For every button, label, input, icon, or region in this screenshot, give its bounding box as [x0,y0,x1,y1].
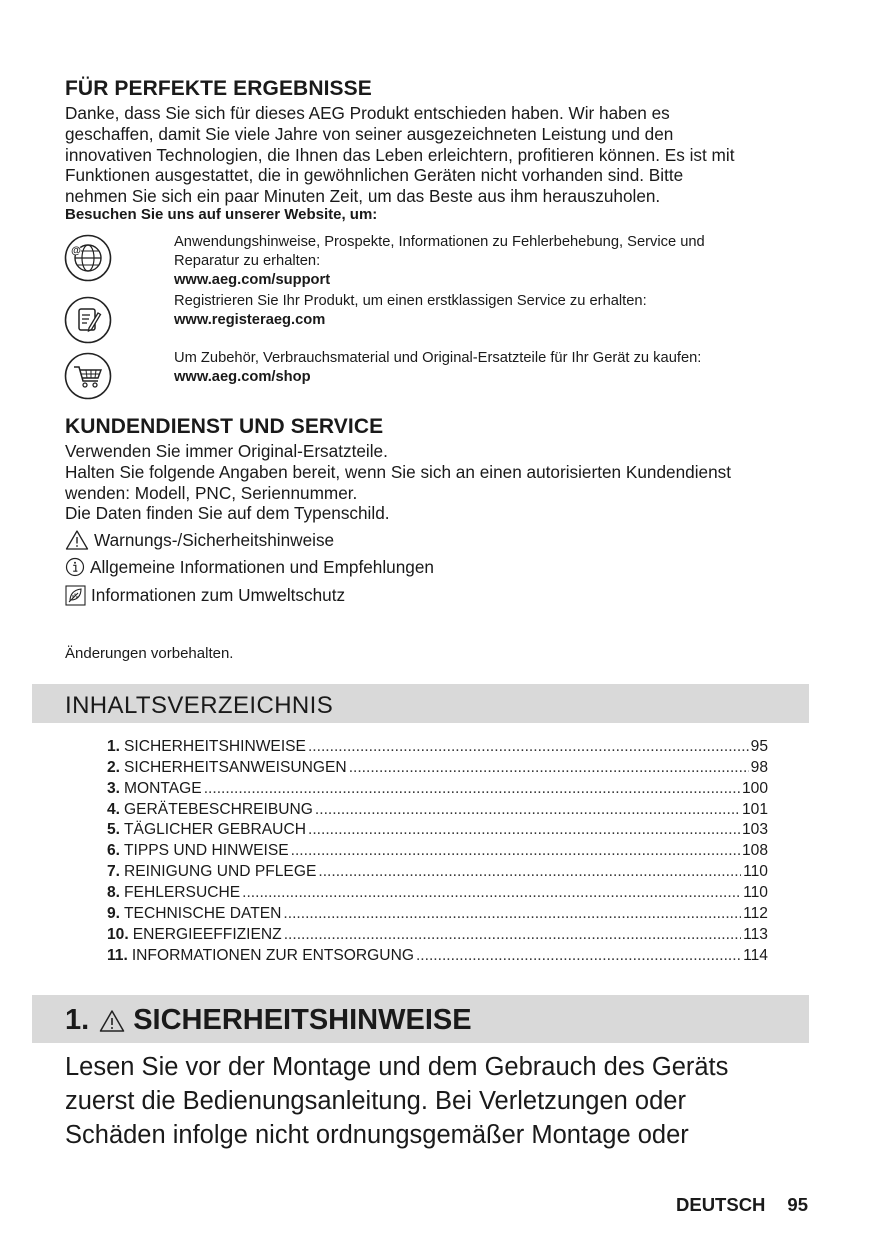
toc-entry[interactable] [107,860,768,881]
toc-page: 100 [741,779,768,797]
toc-leader-dots [242,884,741,902]
chapter-title-text: SICHERHEITSHINWEISE [133,1004,472,1036]
service-line: wenden: Modell, PNC, Seriennummer. [65,482,358,503]
changes-note: Änderungen vorbehalten. [65,645,234,662]
toc-entry[interactable] [107,923,768,944]
toc-entry[interactable] [107,881,768,902]
globe-icon [64,234,112,282]
toc-number: 5. [107,821,121,839]
service-line: Halten Sie folgende Angaben bereit, wenn Sie sich an einen autorisierten Kundendienst [65,461,732,482]
visit-label: Besuchen Sie uns auf unserer Website, um: [65,206,378,223]
warning-icon [65,529,89,551]
toc-title: INHALTSVERZEICHNIS [65,692,334,719]
intro-line: nehmen Sie sich ein paar Minuten Zeit, um das Beste aus ihm herauszuholen. [65,186,661,207]
chapter-title [65,1004,472,1037]
info-icon [65,557,85,577]
toc-number: 10. [107,925,129,943]
intro-line: innovativen Technologien, die Ihnen das Leben erleichtern, profitieren können. Es ist mit [65,144,735,165]
intro-title: FÜR PERFEKTE ERGEBNISSE [65,77,372,100]
intro-line: Danke, dass Sie sich für dieses AEG Produkt entschieden haben. Wir haben es [65,103,670,123]
toc-number: 9. [107,905,121,923]
legend-warning [65,529,334,551]
toc-leader-dots [349,759,749,777]
toc-entry-title: SICHERHEITSANWEISUNGEN [124,758,347,776]
toc-entry[interactable] [107,798,768,819]
intro-line: geschaffen, damit Sie viele Jahre von seiner ausgezeichneten Leistung und den [65,123,674,144]
toc-page: 110 [743,863,768,881]
toc-number: 4. [107,800,121,818]
legend-label: Warnungs-/Sicherheitshinweise [94,529,335,550]
toc-entry[interactable] [107,944,768,965]
toc-entry-title: TÄGLICHER GEBRAUCH [124,821,306,839]
toc-page: 112 [743,905,768,923]
toc-entry[interactable] [107,902,768,923]
support-url-link[interactable]: www.aeg.com/support [174,272,331,288]
toc-page: 103 [741,821,768,839]
table-of-contents [107,735,768,965]
footer-language: DEUTSCH [676,1194,766,1215]
legend-info [65,556,434,578]
shop-url-link[interactable]: www.aeg.com/shop [174,369,311,385]
chapter-number: 1. [65,1004,90,1036]
lead-line: zuerst die Bedienungsanleitung. Bei Verletzungen oder [65,1087,686,1115]
warning-icon [99,1009,125,1033]
support-text: Anwendungshinweise, Prospekte, Informationen zu Fehlerbehebung, Service und [174,234,705,250]
toc-entry-title: TIPPS UND HINWEISE [124,842,289,860]
toc-leader-dots [308,821,740,839]
chapter-lead-paragraph [65,1050,825,1152]
page-footer [676,1194,808,1216]
register-url-link[interactable]: www.registeraeg.com [174,312,326,328]
toc-page: 114 [743,946,768,964]
toc-entry-title: GERÄTEBESCHREIBUNG [124,800,313,818]
toc-entry[interactable] [107,735,768,756]
service-title: KUNDENDIENST UND SERVICE [65,415,384,438]
toc-entry-title: ENERGIEEFFIZIENZ [132,925,282,943]
legend-label: Allgemeine Informationen und Empfehlungen [90,556,434,577]
toc-entry-title: TECHNISCHE DATEN [124,905,282,923]
toc-number: 8. [107,884,121,902]
register-text: Registrieren Sie Ihr Produkt, um einen erstklassigen Service zu erhalten: [174,293,647,309]
toc-entry-title: SICHERHEITSHINWEISE [124,737,306,755]
shop-text: Um Zubehör, Verbrauchsmaterial und Original-Ersatzteile für Ihr Gerät zu kaufen: [174,350,702,366]
svg-text:@: @ [71,245,81,257]
shopping-cart-icon [64,352,112,400]
shop-link-block [174,349,814,387]
lead-line: Lesen Sie vor der Montage und dem Gebrauch des Geräts [65,1053,729,1081]
toc-number: 1. [107,737,121,755]
toc-entry-title: REINIGUNG UND PFLEGE [124,863,317,881]
toc-page: 95 [750,737,768,755]
toc-entry[interactable] [107,839,768,860]
legend-label: Informationen zum Umweltschutz [91,584,346,605]
support-text: Reparatur zu erhalten: [174,253,321,269]
service-paragraph [65,441,815,524]
support-link-block [174,233,814,290]
registration-icon [64,296,112,344]
toc-page: 98 [750,758,768,776]
toc-number: 7. [107,863,121,881]
toc-leader-dots [315,801,740,819]
register-link-block [174,292,814,330]
toc-page: 108 [741,842,768,860]
toc-leader-dots [416,947,741,965]
toc-page: 110 [743,884,768,902]
toc-number: 3. [107,779,121,797]
toc-leader-dots [204,780,740,798]
toc-page: 113 [743,925,768,943]
toc-entry[interactable] [107,819,768,840]
toc-leader-dots [283,905,741,923]
toc-number: 6. [107,842,121,860]
footer-page-number: 95 [787,1194,808,1215]
toc-page: 101 [741,800,768,818]
toc-entry-title: FEHLERSUCHE [124,884,241,902]
intro-paragraph [65,103,815,207]
service-line: Verwenden Sie immer Original-Ersatzteile. [65,441,388,461]
toc-leader-dots [291,842,740,860]
toc-entry[interactable] [107,756,768,777]
intro-line: Funktionen ausgestattet, die in gewöhnlichen Geräten nicht vorhanden sind. Bitte [65,165,684,186]
environment-leaf-icon [65,585,86,606]
service-line: Die Daten finden Sie auf dem Typenschild. [65,503,390,524]
toc-entry-title: INFORMATIONEN ZUR ENTSORGUNG [131,946,414,964]
legend-environment [65,584,345,606]
toc-entry-title: MONTAGE [124,779,202,797]
lead-line: Schäden infolge nicht ordnungsgemäßer Montage oder [65,1121,689,1149]
toc-entry[interactable] [107,777,768,798]
toc-number: 11. [107,946,128,964]
toc-number: 2. [107,758,121,776]
toc-leader-dots [284,926,741,944]
toc-leader-dots [308,738,749,756]
toc-leader-dots [318,863,741,881]
